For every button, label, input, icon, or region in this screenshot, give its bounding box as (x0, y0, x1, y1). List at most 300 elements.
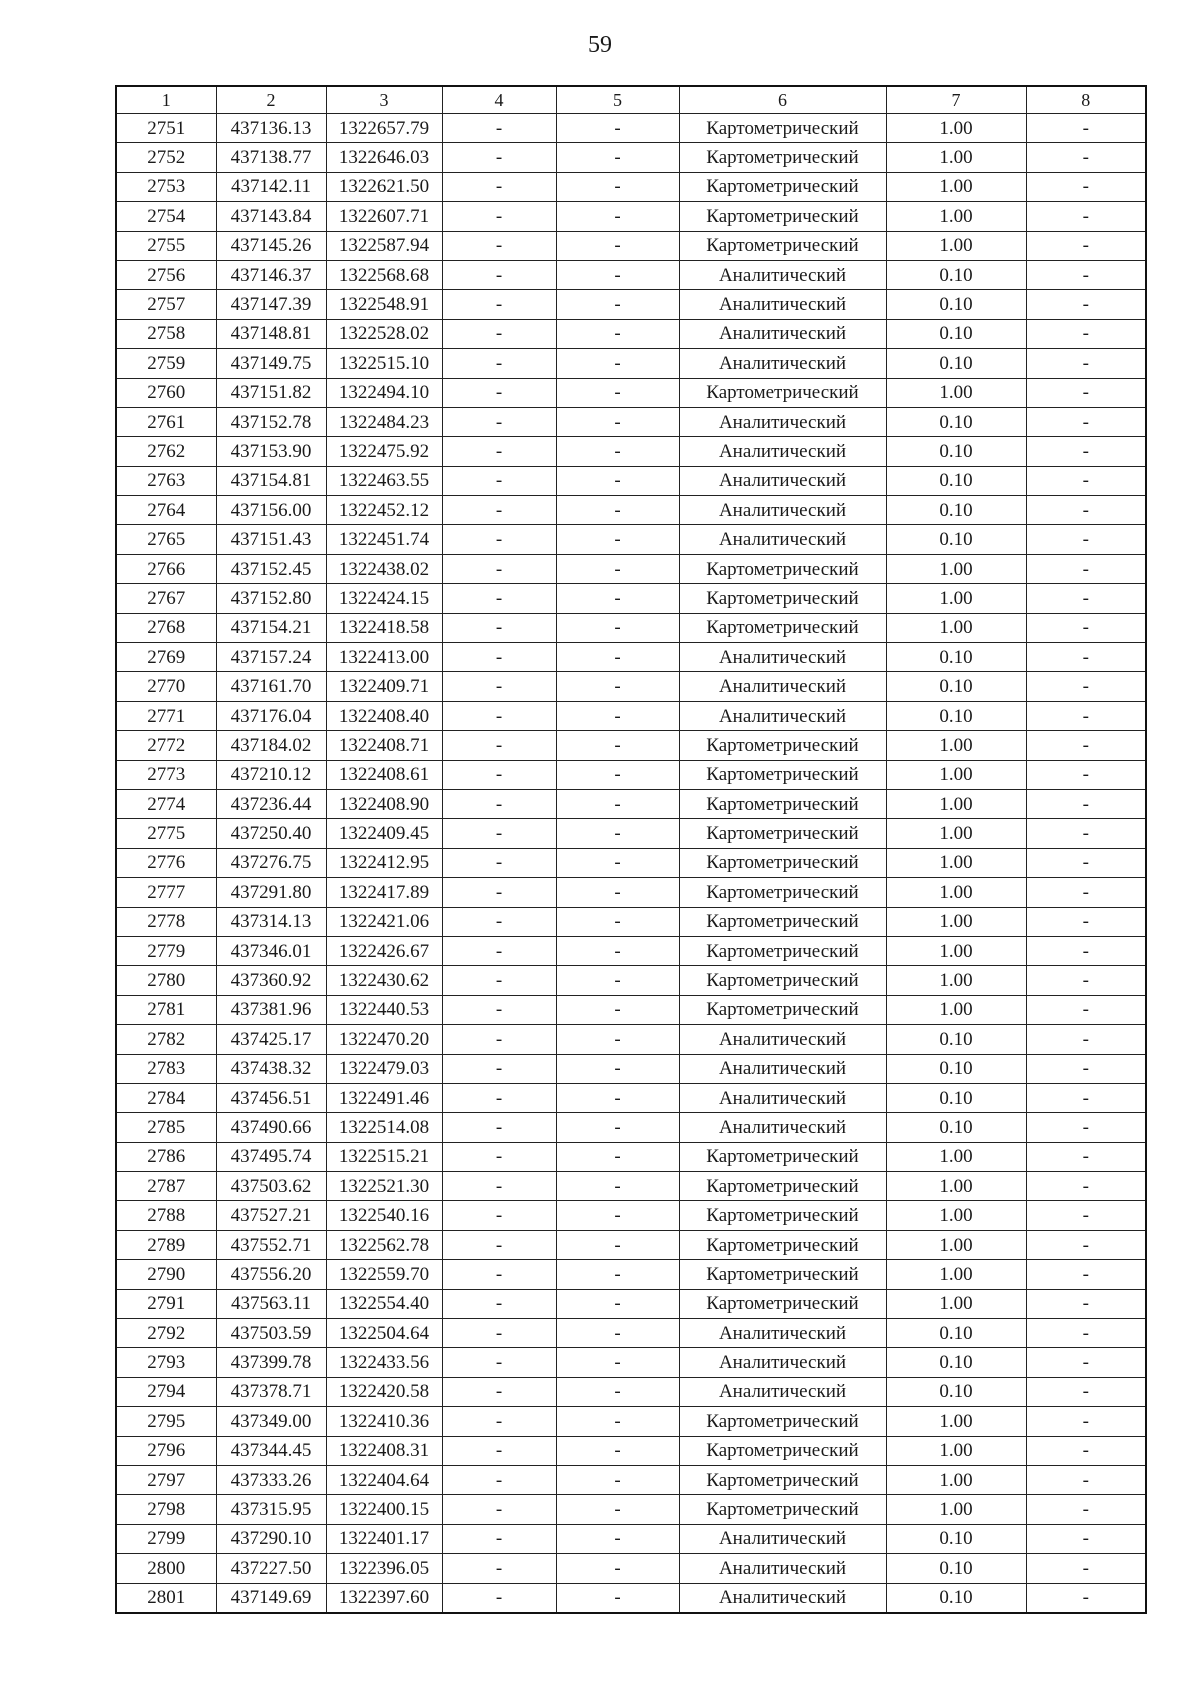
column-5-cell: - (556, 1554, 679, 1583)
column-4-cell: - (442, 407, 556, 436)
table-row (116, 731, 1146, 760)
y-coordinate-cell: 1322514.08 (326, 1113, 442, 1142)
method-cell: Картометрический (679, 1495, 886, 1524)
column-4-cell: - (442, 437, 556, 466)
column-5-cell: - (556, 878, 679, 907)
x-coordinate-cell: 437157.24 (216, 643, 326, 672)
point-number-cell: 2800 (116, 1554, 216, 1583)
column-header: 3 (326, 86, 442, 114)
table-row (116, 172, 1146, 201)
x-coordinate-cell: 437552.71 (216, 1230, 326, 1259)
column-4-cell: - (442, 143, 556, 172)
accuracy-cell: 1.00 (886, 584, 1026, 613)
x-coordinate-cell: 437291.80 (216, 878, 326, 907)
column-8-cell: - (1026, 437, 1146, 466)
x-coordinate-cell: 437210.12 (216, 760, 326, 789)
accuracy-cell: 1.00 (886, 143, 1026, 172)
point-number-cell: 2772 (116, 731, 216, 760)
column-5-cell: - (556, 1319, 679, 1348)
method-cell: Аналитический (679, 290, 886, 319)
table-row (116, 643, 1146, 672)
y-coordinate-cell: 1322484.23 (326, 407, 442, 436)
y-coordinate-cell: 1322408.90 (326, 789, 442, 818)
point-number-cell: 2779 (116, 936, 216, 965)
column-4-cell: - (442, 760, 556, 789)
column-4-cell: - (442, 1054, 556, 1083)
accuracy-cell: 1.00 (886, 1142, 1026, 1171)
table-row (116, 1054, 1146, 1083)
table-row (116, 819, 1146, 848)
x-coordinate-cell: 437147.39 (216, 290, 326, 319)
column-5-cell: - (556, 613, 679, 642)
method-cell: Картометрический (679, 584, 886, 613)
x-coordinate-cell: 437145.26 (216, 231, 326, 260)
x-coordinate-cell: 437227.50 (216, 1554, 326, 1583)
point-number-cell: 2766 (116, 554, 216, 583)
method-cell: Картометрический (679, 554, 886, 583)
x-coordinate-cell: 437378.71 (216, 1377, 326, 1406)
method-cell: Картометрический (679, 995, 886, 1024)
accuracy-cell: 0.10 (886, 290, 1026, 319)
column-8-cell: - (1026, 701, 1146, 730)
table-row (116, 1289, 1146, 1318)
column-5-cell: - (556, 1172, 679, 1201)
x-coordinate-cell: 437146.37 (216, 260, 326, 289)
column-8-cell: - (1026, 1436, 1146, 1465)
column-5-cell: - (556, 1025, 679, 1054)
y-coordinate-cell: 1322440.53 (326, 995, 442, 1024)
accuracy-cell: 1.00 (886, 114, 1026, 143)
column-4-cell: - (442, 172, 556, 201)
column-4-cell: - (442, 202, 556, 231)
column-5-cell: - (556, 496, 679, 525)
accuracy-cell: 1.00 (886, 1436, 1026, 1465)
point-number-cell: 2781 (116, 995, 216, 1024)
column-4-cell: - (442, 496, 556, 525)
y-coordinate-cell: 1322413.00 (326, 643, 442, 672)
column-5-cell: - (556, 260, 679, 289)
table-row (116, 584, 1146, 613)
table-row (116, 848, 1146, 877)
x-coordinate-cell: 437154.21 (216, 613, 326, 642)
column-5-cell: - (556, 701, 679, 730)
column-8-cell: - (1026, 1348, 1146, 1377)
table-row (116, 525, 1146, 554)
column-4-cell: - (442, 1524, 556, 1553)
method-cell: Аналитический (679, 437, 886, 466)
column-5-cell: - (556, 995, 679, 1024)
y-coordinate-cell: 1322452.12 (326, 496, 442, 525)
y-coordinate-cell: 1322475.92 (326, 437, 442, 466)
table-row (116, 1348, 1146, 1377)
column-5-cell: - (556, 1142, 679, 1171)
accuracy-cell: 0.10 (886, 1524, 1026, 1553)
y-coordinate-cell: 1322412.95 (326, 848, 442, 877)
x-coordinate-cell: 437136.13 (216, 114, 326, 143)
column-4-cell: - (442, 1025, 556, 1054)
column-5-cell: - (556, 378, 679, 407)
column-5-cell: - (556, 1377, 679, 1406)
method-cell: Аналитический (679, 1524, 886, 1553)
x-coordinate-cell: 437456.51 (216, 1083, 326, 1112)
column-5-cell: - (556, 1465, 679, 1494)
table-row (116, 672, 1146, 701)
y-coordinate-cell: 1322621.50 (326, 172, 442, 201)
table-row (116, 613, 1146, 642)
column-header: 5 (556, 86, 679, 114)
accuracy-cell: 1.00 (886, 613, 1026, 642)
y-coordinate-cell: 1322396.05 (326, 1554, 442, 1583)
column-5-cell: - (556, 1495, 679, 1524)
accuracy-cell: 0.10 (886, 466, 1026, 495)
method-cell: Картометрический (679, 966, 886, 995)
method-cell: Аналитический (679, 407, 886, 436)
column-4-cell: - (442, 789, 556, 818)
method-cell: Картометрический (679, 172, 886, 201)
column-8-cell: - (1026, 1289, 1146, 1318)
column-4-cell: - (442, 966, 556, 995)
point-number-cell: 2778 (116, 907, 216, 936)
point-number-cell: 2757 (116, 290, 216, 319)
method-cell: Аналитический (679, 466, 886, 495)
point-number-cell: 2770 (116, 672, 216, 701)
accuracy-cell: 0.10 (886, 349, 1026, 378)
point-number-cell: 2775 (116, 819, 216, 848)
y-coordinate-cell: 1322504.64 (326, 1319, 442, 1348)
x-coordinate-cell: 437314.13 (216, 907, 326, 936)
column-4-cell: - (442, 613, 556, 642)
y-coordinate-cell: 1322408.71 (326, 731, 442, 760)
column-4-cell: - (442, 1172, 556, 1201)
table-row (116, 1142, 1146, 1171)
column-8-cell: - (1026, 584, 1146, 613)
column-4-cell: - (442, 1319, 556, 1348)
method-cell: Картометрический (679, 1230, 886, 1259)
accuracy-cell: 1.00 (886, 760, 1026, 789)
y-coordinate-cell: 1322409.71 (326, 672, 442, 701)
point-number-cell: 2758 (116, 319, 216, 348)
method-cell: Аналитический (679, 496, 886, 525)
column-5-cell: - (556, 936, 679, 965)
method-cell: Картометрический (679, 1142, 886, 1171)
column-5-cell: - (556, 525, 679, 554)
point-number-cell: 2753 (116, 172, 216, 201)
table-row (116, 1083, 1146, 1112)
column-5-cell: - (556, 1201, 679, 1230)
y-coordinate-cell: 1322400.15 (326, 1495, 442, 1524)
x-coordinate-cell: 437527.21 (216, 1201, 326, 1230)
accuracy-cell: 0.10 (886, 1583, 1026, 1613)
column-8-cell: - (1026, 290, 1146, 319)
y-coordinate-cell: 1322559.70 (326, 1260, 442, 1289)
x-coordinate-cell: 437152.80 (216, 584, 326, 613)
x-coordinate-cell: 437142.11 (216, 172, 326, 201)
x-coordinate-cell: 437333.26 (216, 1465, 326, 1494)
y-coordinate-cell: 1322401.17 (326, 1524, 442, 1553)
column-8-cell: - (1026, 1113, 1146, 1142)
column-5-cell: - (556, 731, 679, 760)
column-4-cell: - (442, 731, 556, 760)
column-8-cell: - (1026, 172, 1146, 201)
column-4-cell: - (442, 848, 556, 877)
point-number-cell: 2760 (116, 378, 216, 407)
table-row (116, 995, 1146, 1024)
method-cell: Аналитический (679, 672, 886, 701)
x-coordinate-cell: 437276.75 (216, 848, 326, 877)
column-8-cell: - (1026, 349, 1146, 378)
table-row (116, 496, 1146, 525)
header-row (116, 86, 1146, 114)
column-header: 1 (116, 86, 216, 114)
table-row (116, 936, 1146, 965)
x-coordinate-cell: 437503.59 (216, 1319, 326, 1348)
column-5-cell: - (556, 407, 679, 436)
column-8-cell: - (1026, 202, 1146, 231)
column-8-cell: - (1026, 936, 1146, 965)
column-5-cell: - (556, 1289, 679, 1318)
point-number-cell: 2754 (116, 202, 216, 231)
method-cell: Картометрический (679, 731, 886, 760)
accuracy-cell: 0.10 (886, 672, 1026, 701)
column-8-cell: - (1026, 966, 1146, 995)
table-row (116, 1201, 1146, 1230)
method-cell: Аналитический (679, 349, 886, 378)
column-5-cell: - (556, 1407, 679, 1436)
x-coordinate-cell: 437563.11 (216, 1289, 326, 1318)
column-8-cell: - (1026, 1495, 1146, 1524)
x-coordinate-cell: 437425.17 (216, 1025, 326, 1054)
point-number-cell: 2795 (116, 1407, 216, 1436)
x-coordinate-cell: 437360.92 (216, 966, 326, 995)
column-header: 8 (1026, 86, 1146, 114)
accuracy-cell: 0.10 (886, 701, 1026, 730)
table-row (116, 907, 1146, 936)
column-header: 7 (886, 86, 1026, 114)
accuracy-cell: 0.10 (886, 1319, 1026, 1348)
x-coordinate-cell: 437138.77 (216, 143, 326, 172)
method-cell: Картометрический (679, 1201, 886, 1230)
coordinates-table (115, 85, 1147, 1614)
column-header: 4 (442, 86, 556, 114)
table-row (116, 349, 1146, 378)
x-coordinate-cell: 437156.00 (216, 496, 326, 525)
column-5-cell: - (556, 643, 679, 672)
method-cell: Аналитический (679, 1083, 886, 1112)
column-8-cell: - (1026, 1465, 1146, 1494)
x-coordinate-cell: 437495.74 (216, 1142, 326, 1171)
column-4-cell: - (442, 231, 556, 260)
point-number-cell: 2785 (116, 1113, 216, 1142)
column-4-cell: - (442, 643, 556, 672)
column-5-cell: - (556, 1113, 679, 1142)
point-number-cell: 2798 (116, 1495, 216, 1524)
point-number-cell: 2767 (116, 584, 216, 613)
x-coordinate-cell: 437161.70 (216, 672, 326, 701)
column-8-cell: - (1026, 819, 1146, 848)
method-cell: Картометрический (679, 378, 886, 407)
column-4-cell: - (442, 907, 556, 936)
y-coordinate-cell: 1322418.58 (326, 613, 442, 642)
y-coordinate-cell: 1322424.15 (326, 584, 442, 613)
point-number-cell: 2790 (116, 1260, 216, 1289)
method-cell: Аналитический (679, 643, 886, 672)
column-8-cell: - (1026, 525, 1146, 554)
point-number-cell: 2768 (116, 613, 216, 642)
accuracy-cell: 0.10 (886, 496, 1026, 525)
column-8-cell: - (1026, 114, 1146, 143)
accuracy-cell: 1.00 (886, 936, 1026, 965)
table-row (116, 1230, 1146, 1259)
column-4-cell: - (442, 260, 556, 289)
accuracy-cell: 0.10 (886, 260, 1026, 289)
y-coordinate-cell: 1322433.56 (326, 1348, 442, 1377)
accuracy-cell: 1.00 (886, 1495, 1026, 1524)
accuracy-cell: 1.00 (886, 1465, 1026, 1494)
y-coordinate-cell: 1322554.40 (326, 1289, 442, 1318)
accuracy-cell: 1.00 (886, 1172, 1026, 1201)
table-row (116, 1583, 1146, 1613)
point-number-cell: 2751 (116, 114, 216, 143)
column-4-cell: - (442, 1436, 556, 1465)
table-row (116, 966, 1146, 995)
column-8-cell: - (1026, 1054, 1146, 1083)
column-4-cell: - (442, 584, 556, 613)
accuracy-cell: 0.10 (886, 643, 1026, 672)
table-row (116, 319, 1146, 348)
x-coordinate-cell: 437556.20 (216, 1260, 326, 1289)
accuracy-cell: 1.00 (886, 995, 1026, 1024)
method-cell: Картометрический (679, 202, 886, 231)
column-5-cell: - (556, 114, 679, 143)
column-5-cell: - (556, 554, 679, 583)
point-number-cell: 2787 (116, 1172, 216, 1201)
y-coordinate-cell: 1322417.89 (326, 878, 442, 907)
column-5-cell: - (556, 966, 679, 995)
y-coordinate-cell: 1322463.55 (326, 466, 442, 495)
column-8-cell: - (1026, 643, 1146, 672)
point-number-cell: 2793 (116, 1348, 216, 1377)
column-8-cell: - (1026, 378, 1146, 407)
column-8-cell: - (1026, 1319, 1146, 1348)
column-5-cell: - (556, 1083, 679, 1112)
table-row (116, 1319, 1146, 1348)
column-8-cell: - (1026, 1260, 1146, 1289)
x-coordinate-cell: 437148.81 (216, 319, 326, 348)
accuracy-cell: 1.00 (886, 1201, 1026, 1230)
table-row (116, 407, 1146, 436)
column-8-cell: - (1026, 143, 1146, 172)
method-cell: Картометрический (679, 789, 886, 818)
method-cell: Картометрический (679, 231, 886, 260)
point-number-cell: 2789 (116, 1230, 216, 1259)
method-cell: Картометрический (679, 760, 886, 789)
accuracy-cell: 0.10 (886, 437, 1026, 466)
accuracy-cell: 1.00 (886, 1289, 1026, 1318)
y-coordinate-cell: 1322587.94 (326, 231, 442, 260)
y-coordinate-cell: 1322421.06 (326, 907, 442, 936)
column-8-cell: - (1026, 878, 1146, 907)
column-5-cell: - (556, 202, 679, 231)
point-number-cell: 2762 (116, 437, 216, 466)
y-coordinate-cell: 1322430.62 (326, 966, 442, 995)
point-number-cell: 2801 (116, 1583, 216, 1613)
column-8-cell: - (1026, 995, 1146, 1024)
table-row (116, 290, 1146, 319)
point-number-cell: 2797 (116, 1465, 216, 1494)
column-8-cell: - (1026, 466, 1146, 495)
table-row (116, 1113, 1146, 1142)
column-5-cell: - (556, 349, 679, 378)
table-body (116, 114, 1146, 1613)
y-coordinate-cell: 1322420.58 (326, 1377, 442, 1406)
y-coordinate-cell: 1322568.68 (326, 260, 442, 289)
accuracy-cell: 0.10 (886, 407, 1026, 436)
y-coordinate-cell: 1322521.30 (326, 1172, 442, 1201)
column-5-cell: - (556, 760, 679, 789)
point-number-cell: 2756 (116, 260, 216, 289)
column-8-cell: - (1026, 496, 1146, 525)
accuracy-cell: 1.00 (886, 1407, 1026, 1436)
column-8-cell: - (1026, 613, 1146, 642)
column-4-cell: - (442, 1407, 556, 1436)
column-4-cell: - (442, 525, 556, 554)
point-number-cell: 2782 (116, 1025, 216, 1054)
accuracy-cell: 1.00 (886, 731, 1026, 760)
table-row (116, 202, 1146, 231)
table-row (116, 1025, 1146, 1054)
table-row (116, 1436, 1146, 1465)
y-coordinate-cell: 1322397.60 (326, 1583, 442, 1613)
accuracy-cell: 0.10 (886, 1054, 1026, 1083)
table-row (116, 1407, 1146, 1436)
column-8-cell: - (1026, 1230, 1146, 1259)
column-4-cell: - (442, 1465, 556, 1494)
method-cell: Картометрический (679, 819, 886, 848)
point-number-cell: 2784 (116, 1083, 216, 1112)
column-5-cell: - (556, 1054, 679, 1083)
accuracy-cell: 1.00 (886, 378, 1026, 407)
column-5-cell: - (556, 672, 679, 701)
y-coordinate-cell: 1322408.61 (326, 760, 442, 789)
column-4-cell: - (442, 319, 556, 348)
accuracy-cell: 1.00 (886, 172, 1026, 201)
point-number-cell: 2776 (116, 848, 216, 877)
point-number-cell: 2788 (116, 1201, 216, 1230)
column-5-cell: - (556, 1230, 679, 1259)
point-number-cell: 2791 (116, 1289, 216, 1318)
column-4-cell: - (442, 672, 556, 701)
y-coordinate-cell: 1322528.02 (326, 319, 442, 348)
column-4-cell: - (442, 290, 556, 319)
method-cell: Картометрический (679, 907, 886, 936)
accuracy-cell: 0.10 (886, 1113, 1026, 1142)
y-coordinate-cell: 1322451.74 (326, 525, 442, 554)
table-row (116, 1554, 1146, 1583)
x-coordinate-cell: 437151.82 (216, 378, 326, 407)
accuracy-cell: 1.00 (886, 878, 1026, 907)
table-row (116, 1524, 1146, 1553)
column-4-cell: - (442, 1083, 556, 1112)
y-coordinate-cell: 1322426.67 (326, 936, 442, 965)
method-cell: Картометрический (679, 114, 886, 143)
point-number-cell: 2773 (116, 760, 216, 789)
point-number-cell: 2774 (116, 789, 216, 818)
column-4-cell: - (442, 1142, 556, 1171)
point-number-cell: 2786 (116, 1142, 216, 1171)
column-8-cell: - (1026, 1524, 1146, 1553)
column-8-cell: - (1026, 1083, 1146, 1112)
x-coordinate-cell: 437381.96 (216, 995, 326, 1024)
